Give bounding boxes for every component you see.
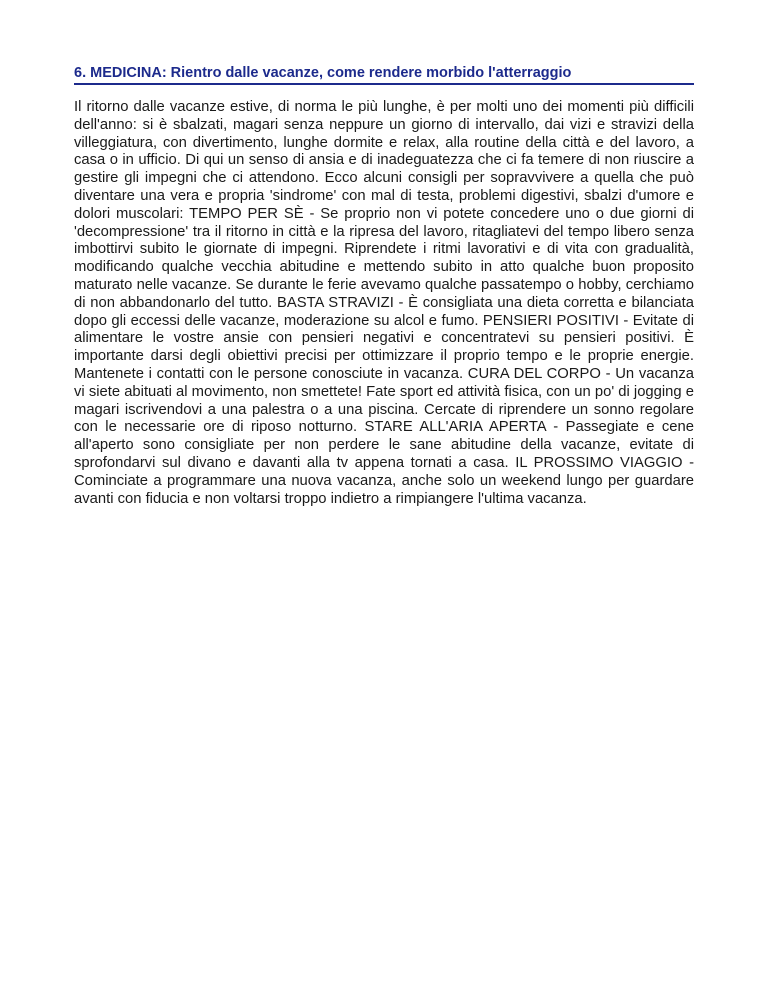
article-title: 6. MEDICINA: Rientro dalle vacanze, come rendere morbido l'atterraggio bbox=[74, 64, 694, 85]
article bbox=[74, 64, 694, 508]
article-body: Il ritorno dalle vacanze estive, di norma le più lunghe, è per molti uno dei momenti più difficili dell'anno: si è sbalzati, magari senza neppure un giorno di intervallo, dai vizi e stravizi della villeggiatura, con divertimento, lunghe dormite e relax, alla routine della città e del lavoro, a casa o in ufficio. Di qui un senso di ansia e di inadeguatezza che ci fa temere di non riuscire a gestire gli impegni che ci attendono. Ecco alcuni consigli per sopravvivere a quella che può diventare una vera e propria 'sindrome' con mal di testa, problemi digestivi, sbalzi d'umore e dolori muscolari: TEMPO PER SÈ - Se proprio non vi potete concedere uno o due giorni di 'decompressione' tra il ritorno in città e la ripresa del lavoro, ritagliatevi del tempo libero senza imbottirvi subito le giornate di impegni. Riprendete i ritmi lavorativi e di vita con gradualità, modificando qualche vecchia abitudine e mettendo subito in atto qualche buon proposito maturato nelle vacanze. Se durante le ferie avevamo qualche passatempo o hobby, cerchiamo di non abbandonarlo del tutto. BASTA STRAVIZI - È consigliata una dieta corretta e bilanciata dopo gli eccessi delle vacanze, moderazione su alcol e fumo. PENSIERI POSITIVI - Evitate di alimentare le vostre ansie con pensieri negativi e concentratevi su pensieri positivi. È importante darsi degli obiettivi precisi per ottimizzare il proprio tempo e le proprie energie. Mantenete i contatti con le persone conosciute in vacanza. CURA DEL CORPO - Un vacanza vi siete abituati al movimento, non smettete! Fate sport ed attività fisica, con un po' di jogging e magari iscrivendovi a una palestra o a una piscina. Cercate di riprendere un sonno regolare con le necessarie ore di riposo notturno. STARE ALL'ARIA APERTA - Passegiate e cene all'aperto sono consigliate per non perdere le sane abitudine della vacanze, evitate di sprofondarvi sul divano e davanti alla tv appena tornati a casa. IL PROSSIMO VIAGGIO - Cominciate a programmare una nuova vacanza, anche solo un weekend lungo per guardare avanti con fiducia e non voltarsi troppo indietro a rimpiangere l'ultima vacanza. bbox=[74, 99, 694, 507]
